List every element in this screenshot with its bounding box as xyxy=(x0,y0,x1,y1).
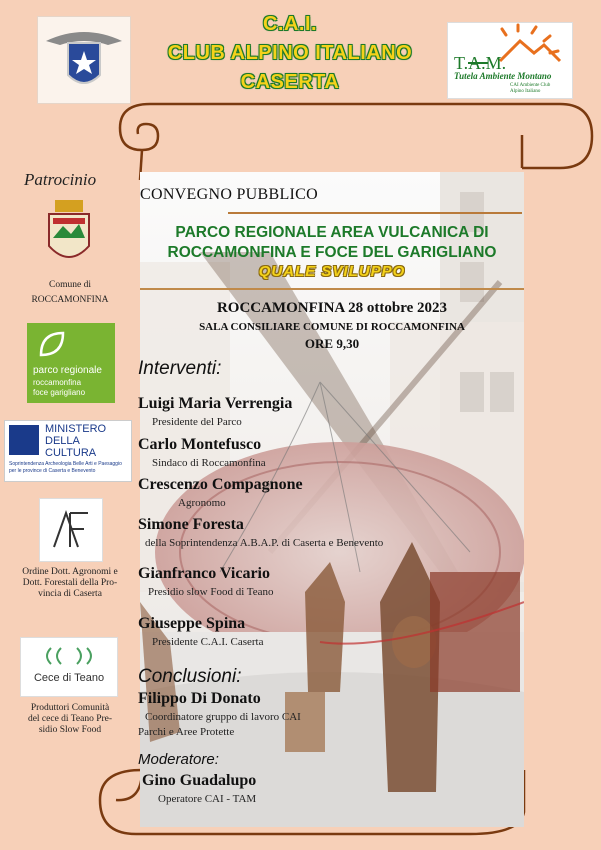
conclusioni-name: Filippo Di Donato xyxy=(138,690,261,707)
mic-line-1: MINISTERO xyxy=(45,423,107,435)
cece-icon xyxy=(41,644,97,668)
patrocinio-heading: Patrocinio xyxy=(24,170,97,189)
event-title-line-2: ROCCAMONFINA E FOCE DEL GARIGLIANO xyxy=(167,244,497,261)
mic-sub-line-2: per le province di Caserta e Benevento xyxy=(9,468,96,474)
moderatore-name: Gino Guadalupo xyxy=(142,772,257,789)
event-title-line-1: PARCO REGIONALE AREA VULCANICA DI xyxy=(175,224,489,241)
conclusioni-heading: Conclusioni: xyxy=(138,666,242,687)
comune-label-line-1: Comune di xyxy=(49,280,91,290)
speaker-role: Presidio slow Food di Teano xyxy=(148,586,274,598)
parco-logo-line-3: foce garigliano xyxy=(33,388,86,397)
speaker-role: Agronomo xyxy=(178,497,226,509)
conclusioni-role-line-2: Parchi e Aree Protette xyxy=(138,726,235,738)
produttori-label-line-3: sidio Slow Food xyxy=(38,725,102,735)
speaker-name: Giuseppe Spina xyxy=(138,615,246,632)
ordine-agronomi-logo xyxy=(39,498,103,562)
tam-logo-caption: CAI Ambiente Club Alpino Italiano xyxy=(510,83,551,94)
convegno-label: CONVEGNO PUBBLICO xyxy=(140,186,318,203)
divider-middle xyxy=(140,288,524,290)
event-time: ORE 9,30 xyxy=(304,336,360,351)
crest-icon xyxy=(45,198,93,270)
mic-line-3: CULTURA xyxy=(45,447,97,459)
parco-regionale-logo xyxy=(27,323,115,403)
produttori-label-line-2: del cece di Teano Pre- xyxy=(27,714,113,724)
comune-label-line-2: ROCCAMONFINA xyxy=(31,295,109,305)
cece-logo-text: Cece di Teano xyxy=(33,672,105,684)
event-venue: SALA CONSILIARE COMUNE DI ROCCAMONFINA xyxy=(199,321,465,333)
comune-crest-logo xyxy=(45,198,93,270)
af-monogram-icon xyxy=(40,499,102,561)
interventi-heading: Interventi: xyxy=(138,358,222,379)
ordine-label-line-1: Ordine Dott. Agronomi e xyxy=(22,567,118,577)
mic-line-2: DELLA xyxy=(45,435,80,447)
tam-logo-subtitle: Tutela Ambiente Montano xyxy=(454,71,552,81)
moderatore-heading: Moderatore: xyxy=(138,751,219,768)
cece-teano-logo xyxy=(20,637,118,697)
parco-logo-line-2: roccamonfina xyxy=(33,378,82,387)
ordine-label-line-3: vincia di Caserta xyxy=(38,589,102,599)
title-line-2: CLUB ALPINO ITALIANO xyxy=(167,42,413,64)
title-line-1: C.A.I. xyxy=(262,13,318,35)
speaker-role: Presidente C.A.I. Caserta xyxy=(152,636,264,648)
mic-emblem-icon xyxy=(9,425,39,455)
speaker-role: Presidente del Parco xyxy=(152,416,242,428)
produttori-label-line-1: Produttori Comunità xyxy=(30,703,110,713)
event-subtitle: QUALE SVILUPPO xyxy=(258,263,406,280)
ordine-label-line-2: Dott. Forestali della Pro- xyxy=(22,578,118,588)
ministero-cultura-logo xyxy=(4,420,132,482)
tam-logo-title: T.A.M. xyxy=(454,53,507,73)
parco-leaf-icon xyxy=(37,329,67,359)
speaker-name: Crescenzo Compagnone xyxy=(138,476,303,493)
speaker-name: Luigi Maria Verrengia xyxy=(138,395,293,412)
title-line-3: CASERTA xyxy=(240,71,340,93)
conclusioni-role-line-1: Coordinatore gruppo di lavoro CAI xyxy=(145,711,301,723)
event-place-date: ROCCAMONFINA 28 ottobre 2023 xyxy=(216,300,448,316)
mic-sub-line-1: Soprintendenza Archeologia Belle Arti e Paesaggio xyxy=(9,461,122,467)
moderatore-role: Operatore CAI - TAM xyxy=(158,793,257,805)
speaker-role: della Soprintendenza A.B.A.P. di Caserta e Benevento xyxy=(145,537,384,549)
parco-logo-line-1: parco regionale xyxy=(33,365,102,376)
speaker-role: Sindaco di Roccamonfina xyxy=(152,457,266,469)
speaker-name: Simone Foresta xyxy=(138,516,244,533)
divider-top xyxy=(228,212,522,214)
speaker-name: Gianfranco Vicario xyxy=(138,565,270,582)
speaker-name: Carlo Montefusco xyxy=(138,436,262,453)
